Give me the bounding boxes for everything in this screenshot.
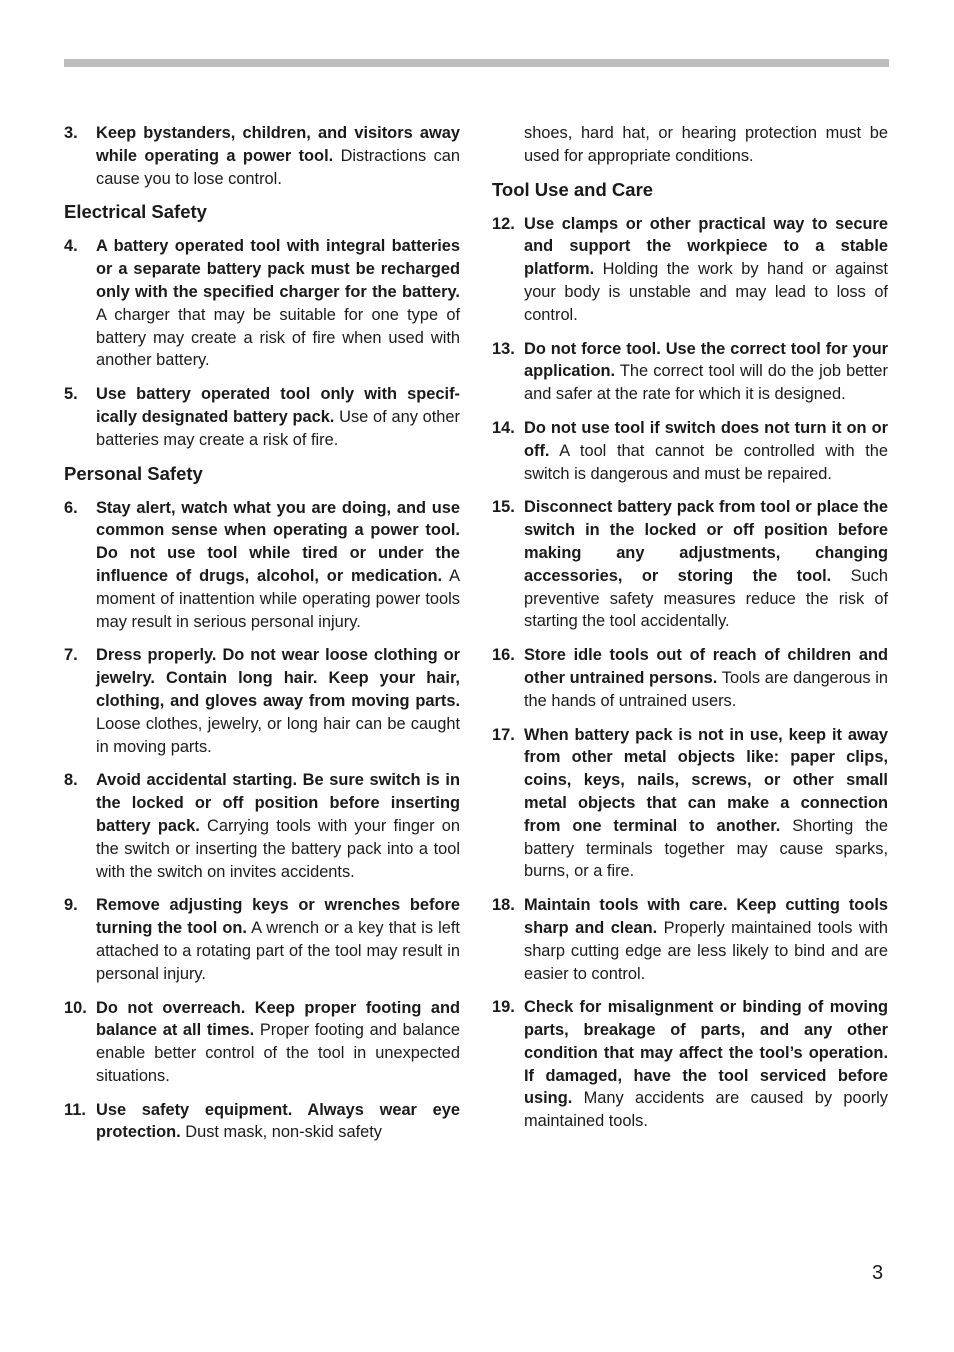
list-item-11	[64, 1099, 460, 1145]
item-number: 10.	[64, 998, 87, 1017]
item-text: A moment of inattention while operating power tools may result in serious personal injury.	[96, 566, 460, 631]
item-text: Carrying tools with your finger on the switch or inserting the battery pack into a tool with the switch on invites accidents.	[96, 816, 460, 881]
item-text: Many accidents are caused by poorly maintained tools.	[524, 1089, 888, 1131]
item-text: Distractions can cause you to lose control.	[96, 146, 461, 188]
item-bold-text: Do not force tool. Use the correct tool for your application.	[524, 339, 888, 381]
item-number: 9.	[64, 896, 78, 915]
list-item-15	[492, 496, 888, 633]
item-text: Properly maintained tools with sharp cutting edge are less likely to bind and are easier to control.	[524, 918, 888, 983]
item-number: 12.	[492, 214, 515, 233]
item-bold-text: Stay alert, watch what you are doing, and use common sense when operating a power tool. Do not use tool while tired or under the influence of drugs, alcohol, or medication.	[96, 498, 460, 585]
item-text: Tools are dangerous in the hands of untrained users.	[524, 668, 889, 710]
item-bold-text: Keep bystanders, children, and visitors away while operating a power tool.	[96, 124, 460, 165]
item-text: A tool that cannot be controlled with the switch is dangerous and must be repaired.	[524, 441, 888, 483]
section-heading-personal-safety: Personal Safety	[64, 462, 203, 484]
list-item-5	[64, 383, 460, 451]
item-number: 7.	[64, 646, 78, 665]
item-bold-text: Disconnect battery pack from tool or place the switch in the locked or off position before making any adjustments, changing accessories, or storing the tool.	[524, 498, 888, 585]
item-number: 6.	[64, 498, 78, 517]
item-text: A charger that may be suitable for one type of battery may create a risk of fire when used with another battery.	[96, 305, 460, 370]
item-text: The correct tool will do the job better and safer at the rate for which it is designed.	[524, 362, 888, 404]
item-bold-text: Avoid accidental starting. Be sure switch is in the locked or off position before inserting battery pack.	[96, 771, 460, 835]
page-number: 3	[872, 1262, 884, 1284]
list-item-12	[492, 213, 888, 327]
right-column	[492, 122, 888, 1144]
header-rule	[64, 59, 889, 67]
list-item-11-continued: shoes, hard hat, or hearing protection must be used for appropriate conditions.	[524, 124, 888, 165]
item-bold-text: Use safety equipment. Always wear eye protection.	[96, 1100, 460, 1142]
item-text: Use of any other batteries may create a risk of fire.	[96, 407, 460, 449]
item-bold-text: A battery operated tool with integral batteries or a separate battery pack must be recharged only with the specified charger for the battery.	[96, 237, 460, 301]
list-item-3	[64, 122, 460, 190]
item-number: 3.	[64, 124, 78, 142]
item-number: 8.	[64, 771, 78, 790]
item-bold-text: Do not overreach. Keep proper footing and balance at all times.	[96, 998, 460, 1040]
item-bold-text: Maintain tools with care. Keep cutting tools sharp and clean.	[524, 896, 888, 937]
list-item-17	[492, 724, 888, 884]
item-bold-text: Do not use tool if switch does not turn it on or off.	[524, 418, 888, 460]
list-item-9	[64, 894, 460, 985]
item-bold-text: Use battery operated tool only with specifically designated battery pack.	[96, 385, 460, 426]
list-item-6	[64, 497, 460, 634]
item-text: Loose clothes, jewelry, or long hair can be caught in moving parts.	[96, 714, 460, 756]
item-number: 5.	[64, 385, 78, 404]
list-item-10	[64, 997, 460, 1088]
item-bold-text: Use clamps or other practical way to secure and support the workpiece to a stable platform.	[524, 214, 888, 279]
item-text: Such preventive safety measures reduce the risk of starting the tool accidentally.	[524, 566, 888, 631]
item-bold-text: Dress properly. Do not wear loose clothing or jewelry. Contain long hair. Keep your hair, clothing, and gloves away from moving parts.	[96, 646, 460, 710]
item-number: 19.	[492, 998, 515, 1017]
item-bold-text: When battery pack is not in use, keep it away from other metal objects like: paper clips, coins, keys, nails, screws, or other small metal objects that can make a connection from one terminal to another.	[524, 725, 888, 835]
section-heading-electrical-safety: Electrical Safety	[64, 201, 207, 223]
item-number: 17.	[492, 725, 515, 744]
list-item-18	[492, 894, 888, 985]
item-text: Holding the work by hand or against your body is unstable and may lead to loss of control.	[524, 260, 888, 324]
list-item-13	[492, 338, 888, 406]
left-column	[64, 122, 460, 1155]
item-number: 15.	[492, 498, 515, 517]
item-number: 14.	[492, 418, 515, 437]
item-text: A wrench or a key that is left attached to a rotating part of the tool may result in personal injury.	[96, 919, 460, 983]
item-bold-text: Store idle tools out of reach of children and other untrained persons.	[524, 646, 888, 687]
list-item-16	[492, 644, 888, 712]
item-number: 11.	[64, 1100, 86, 1119]
list-item-4	[64, 235, 460, 372]
item-text: Proper footing and balance enable better control of the tool in unexpected situations.	[96, 1021, 460, 1085]
list-item-19	[492, 996, 888, 1133]
item-number: 4.	[64, 237, 78, 256]
item-number: 18.	[492, 896, 515, 915]
item-number: 13.	[492, 339, 515, 358]
item-text: Dust mask, non-skid safety	[180, 1123, 383, 1142]
item-bold-text: Remove adjusting keys or wrenches before turning the tool on.	[96, 896, 460, 938]
item-number: 16.	[492, 646, 515, 665]
item-bold-text: Check for misalignment or binding of moving parts, breakage of parts, and any other condition that may affect the tool’s operation. If damaged, have the tool serviced before using.	[524, 998, 888, 1108]
list-item-14	[492, 417, 888, 485]
list-item-8	[64, 769, 460, 883]
item-text: Shorting the battery terminals together may cause sparks, burns, or a fire.	[524, 816, 888, 881]
section-heading-tool-use-and-care: Tool Use and Care	[492, 178, 654, 200]
list-item-7	[64, 644, 460, 758]
